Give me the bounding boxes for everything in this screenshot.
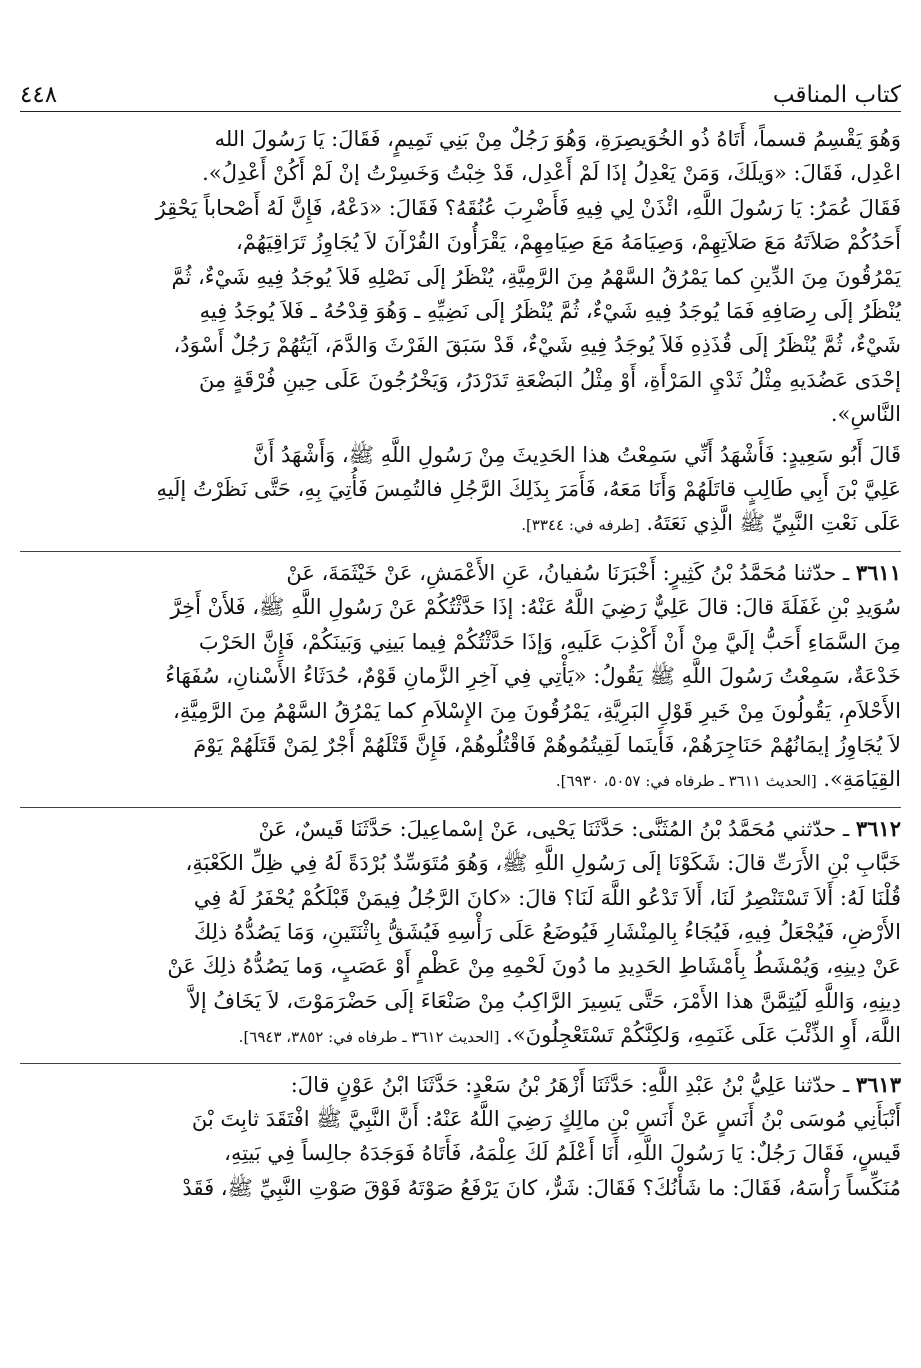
text-line-content: ـ حدّثني مُحَمَّدُ بْنُ المُثَنَّى: حَدَّثَنَا يَحْيى، عَنْ إسْماعِيلَ: حَدَّثَنَا قَيسٌ، عَنْ xyxy=(258,816,850,841)
cross-reference: [الحديث ٣٦١٢ ـ طرفاه في: ٣٨٥٢، ٦٩٤٣]. xyxy=(238,1028,500,1047)
hadith-number: ٣٦١٢ xyxy=(855,815,901,841)
header-divider xyxy=(20,111,901,112)
text-line: دِينِهِ، وَاللَّهِ لَيُتِمَّنَّ هذا الأَمْرَ، حَتَّى يَسِيرَ الرَّاكِبُ مِنْ صَنْعَاءَ إلَى حَضْرَمَوْتَ، لاَ يَخَافُ إلاَّ xyxy=(188,988,901,1013)
book-title: كتاب المناقب xyxy=(772,82,901,108)
page-number: ٤٤٨ xyxy=(20,82,58,108)
text-line: خَدْعَةٌ، سَمِعْتُ رَسُولَ اللَّهِ ﷺ يَقُولُ: «يَأْتِي فِي آخِرِ الزَّمانِ قَوْمٌ، حُدَثَاءُ الأَسْنانِ، سُفَهَاءُ xyxy=(165,664,901,689)
text-line: النَّاسِ». xyxy=(830,402,901,427)
hadith-divider xyxy=(20,1063,901,1064)
text-line-content: عَلَى نَعْتِ النَّبِيِّ ﷺ الَّذِي نَعَتَهُ. xyxy=(646,511,901,536)
text-block-continuation xyxy=(20,122,901,432)
text-line: عَنْ دِينِهِ، وَيُمْشَطُ بِأَمْشَاطِ الحَدِيدِ ما دُونَ لَحْمِهِ مِنْ عَظْمٍ أَوْ عَصَبٍ، وَما يَصُدُّهُ ذلِكَ عَنْ xyxy=(167,954,901,979)
text-line: فَقَالَ عُمَرُ: يَا رَسُولَ اللَّهِ، ائْذَنْ لِي فِيهِ فَأَضْرِبَ عُنُقَهُ؟ فَقَالَ: «دَعْهُ، فَإِنَّ لَهُ أَصْحاباً يَحْقِرُ xyxy=(155,195,901,220)
text-line: قَيسٍ، فَقَالَ رَجُلٌ: يَا رَسُولَ اللَّهِ، أَنَا أَعْلَمُ لَكَ عِلْمَهُ، فَأَتَاهُ فَوَجَدَهُ جالِساً فِي بَيتِهِ، xyxy=(224,1141,901,1166)
text-line: مِنَ السَّمَاءِ أَحَبُّ إلَيَّ مِنْ أَنْ أَكْذِبَ عَلَيهِ، وَإذَا حَدَّثْتُكُمْ فِيما بَينِي وَبَينَكُمْ، فَإِنَّ الحَرْبَ xyxy=(198,629,901,654)
text-line: يَمْرُقُونَ مِنَ الدِّينِ كما يَمْرُقُ السَّهْمُ مِنَ الرَّمِيَّةِ، يُنْظَرُ إلَى نَصْلِهِ فَلاَ يُوجَدُ فِيهِ شَيْءٌ، ثُمَّ xyxy=(171,264,901,289)
hadith-divider xyxy=(20,551,901,552)
hadith-3613 xyxy=(20,1068,901,1206)
hadith-3612 xyxy=(20,812,901,1055)
cross-reference: [الحديث ٣٦١١ ـ طرفاه في: ٥٠٥٧، ٦٩٣٠]. xyxy=(555,772,817,791)
page-body xyxy=(20,122,901,1205)
text-line xyxy=(20,1068,901,1102)
text-line: مُنَكِّساً رَأْسَهُ، فَقَالَ: ما شَأْنُكَ؟ فَقَالَ: شَرٌّ، كانَ يَرْفَعُ صَوْتَهُ فَوْقَ صَوْتِ النَّبِيِّ ﷺ، فَقَدْ xyxy=(182,1175,901,1200)
cross-reference: [طرفه في: ٣٣٤٤]. xyxy=(521,516,640,535)
text-line: وَهُوَ يَقْسِمُ قسماً، أَتَاهُ ذُو الخُوَيصِرَةِ، وَهُوَ رَجُلٌ مِنْ بَنِي تَمِيمٍ، فَقَالَ: يَا رَسُولَ الله xyxy=(214,127,901,151)
text-line: اعْدِل، فَقَالَ: «وَيلَكَ، وَمَنْ يَعْدِلُ إذَا لَمْ أَعْدِل، قَدْ خِبْتُ وَخَسِرْتُ إنْ لَمْ أَكُنْ أَعْدِلُ». xyxy=(202,161,901,186)
hadith-number: ٣٦١٣ xyxy=(855,1071,901,1097)
text-line: أَحَدُكُمْ صَلاَتَهُ مَعَ صَلاَتِهِمْ، وَصِيَامَهُ مَعَ صِيَامِهِمْ، يَقْرَأُونَ القُرْآنَ لاَ يُجَاوِزُ تَرَاقِيَهُمْ، xyxy=(236,230,901,255)
hadith-number: ٣٦١١ xyxy=(855,559,901,585)
text-line: أَنْبَأَنِي مُوسَى بْنُ أَنَسٍ عَنْ أَنَسِ بْنِ مالِكٍ رَضِيَ اللَّهُ عَنْهُ: أَنَّ النَّبِيَّ ﷺ افْتَقَدَ ثابِتَ بْنَ xyxy=(191,1106,901,1131)
page-header xyxy=(20,72,901,108)
text-line: عَلِيَّ بْنَ أَبِي طَالِبٍ قاتَلَهُمْ وَأَنَا مَعَهُ، فَأَمَرَ بِذَلِكَ الرَّجُلِ فالتُمِسَ فَأُتِيَ بِهِ، حَتَّى نَظَرْتُ إلَيهِ xyxy=(156,477,901,502)
text-block-abu-said xyxy=(20,438,901,543)
hadith-3611 xyxy=(20,556,901,799)
text-line: خَبَّابِ بْنِ الأَرَتِّ قالَ: شَكَوْنَا إلَى رَسُولِ اللَّهِ ﷺ، وَهُوَ مُتَوَسِّدٌ بُرْدَةً لَهُ فِي ظِلِّ الكَعْبَةِ، xyxy=(185,851,901,876)
text-line-content: القِيَامَةِ». xyxy=(823,767,901,792)
text-line-content: ـ حدّثنا مُحَمَّدُ بْنُ كَثِيرٍ: أَخْبَرَنَا سُفيانُ، عَنِ الأَعْمَشِ، عَنْ خَيْثَمَةَ، عَنْ xyxy=(286,560,850,585)
text-line: سُوَيدِ بْنِ غَفَلَةَ قالَ: قالَ عَلِيٌّ رَضِيَ اللَّهُ عَنْهُ: إذَا حَدَّثْتُكُمْ عَنْ رَسُولِ اللَّهِ ﷺ، فَلأَنْ أَخِرَّ xyxy=(170,595,901,620)
text-line: شَيْءٌ، ثُمَّ يُنْظَرُ إلَى قُذَذِهِ فَلاَ يُوجَدُ فِيهِ شَيْءٌ، قَدْ سَبَقَ الفَرْثَ وَالدَّمَ، آيَتُهُمْ رَجُلٌ أَسْوَدُ، xyxy=(173,333,901,358)
text-line xyxy=(20,1018,901,1054)
hadith-divider xyxy=(20,807,901,808)
text-line: يُنْظَرُ إلَى رِصَافِهِ فَمَا يُوجَدُ فِيهِ شَيْءٌ، ثُمَّ يُنْظَرُ إلَى نَضِيِّهِ ـ وَهُوَ قِدْحُهُ ـ فَلاَ يُوجَدُ فِيهِ xyxy=(199,299,901,324)
text-line-content: ـ حدّثنا عَلِيُّ بْنُ عَبْدِ اللَّهِ: حَدَّثَنَا أَزْهَرُ بْنُ سَعْدٍ: حَدَّثَنَا ابْنُ عَوْنٍ قالَ: xyxy=(290,1072,850,1097)
text-line-content: اللَّهَ، أَوِ الذِّئْبَ عَلَى غَنَمِهِ، وَلكِنَّكُمْ تَسْتَعْجِلُونَ». xyxy=(506,1023,901,1048)
text-line xyxy=(20,762,901,798)
text-line: الأَحْلاَمِ، يَقُولُونَ مِنْ خَيرِ قَوْلِ البَرِيَّةِ، يَمْرُقُونَ مِنَ الإِسْلاَمِ كما يَمْرُقُ السَّهْمُ مِنَ الرَّمِيَّةِ، xyxy=(173,698,901,723)
text-line: الأَرْضِ، فَيُجْعَلُ فِيهِ، فَيُجَاءُ بِالمِنْشَارِ فَيُوضَعُ عَلَى رَأْسِهِ فَيُشَقُّ بِاثْنَتَينِ، وَمَا يَصُدُّهُ ذلِكَ xyxy=(193,919,901,944)
text-line: لاَ يُجَاوِزُ إيمَانُهُمْ حَنَاجِرَهُمْ، فَأَينَما لَقِيتُمُوهُمْ فَاقْتُلُوهُمْ، فَإِنَّ قَتْلَهُمْ أَجْرٌ لِمَنْ قَتَلَهُمْ يَوْمَ xyxy=(193,732,901,757)
text-line xyxy=(20,556,901,590)
text-line: إحْدَى عَضُدَيهِ مِثْلُ ثَدْيِ المَرْأَةِ، أَوْ مِثْلُ البَضْعَةِ تَدَرْدَرُ، وَيَخْرُجُونَ عَلَى حِينِ فُرْقَةٍ مِنَ xyxy=(198,367,901,392)
text-line: قُلْنَا لَهُ: أَلاَ تَسْتَنْصِرُ لَنَا، أَلاَ تَدْعُو اللَّهَ لَنَا؟ قالَ: «كانَ الرَّجُلُ فِيمَنْ قَبْلَكُمْ يُحْفَرُ لَهُ فِي xyxy=(193,885,901,910)
text-line xyxy=(20,506,901,542)
text-line: قَالَ أَبُو سَعِيدٍ: فَأَشْهَدُ أَنِّي سَمِعْتُ هذا الحَدِيثَ مِنْ رَسُولِ اللَّهِ ﷺ، وَأَشْهَدُ أَنَّ xyxy=(253,442,901,467)
text-line xyxy=(20,812,901,846)
